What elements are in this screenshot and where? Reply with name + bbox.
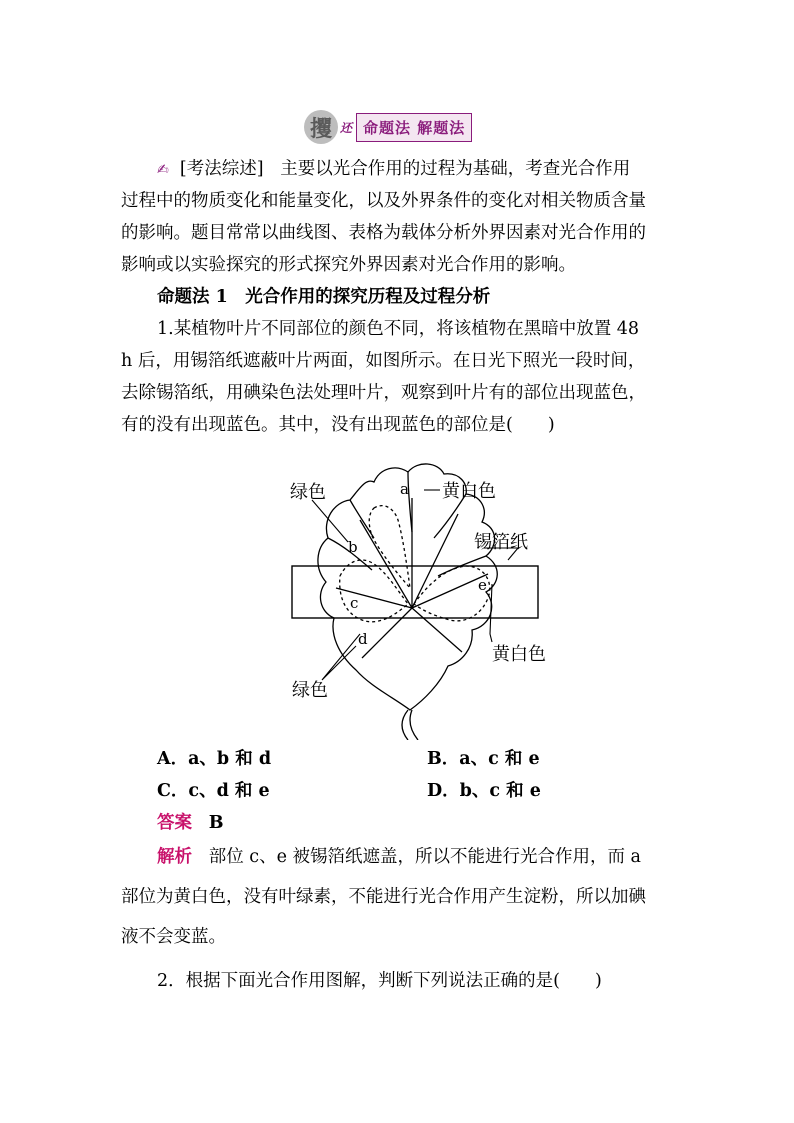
option-b: B．a、c 和 e: [427, 749, 540, 769]
question1-line-3: 去除锡箔纸，用碘染色法处理叶片，观察到叶片有的部位出现蓝色，: [121, 383, 646, 403]
intro-line-1: [157, 158, 630, 181]
figure-label-foil: 锡箔纸: [474, 532, 528, 553]
analysis-line-3: 液不会变蓝。: [121, 927, 226, 947]
leaf-diagram: [262, 448, 574, 740]
question1-line-4: 有的没有出现蓝色。其中，没有出现蓝色的部位是( ): [121, 415, 555, 435]
option-c: C．c、d 和 e: [157, 781, 270, 801]
intro-text-1: 主要以光合作用的过程为基础，考查光合作用: [280, 159, 631, 179]
intro-line-2: 过程中的物质变化和能量变化，以及外界条件的变化对相关物质含量: [121, 191, 646, 211]
analysis-line-1: [157, 846, 641, 868]
figure-letter-d: d: [358, 630, 368, 648]
option-a: A．a、b 和 d: [157, 749, 272, 769]
option-d: D．b、c 和 e: [427, 781, 541, 801]
answer-value: B: [208, 813, 224, 833]
analysis-line-2: 部位为黄白色，没有叶绿素，不能进行光合作用产生淀粉，所以加碘: [121, 887, 646, 907]
seal-icon: 攫: [304, 110, 338, 144]
leaf-stem: [402, 710, 418, 740]
header-label: 命题法 解题法: [356, 113, 472, 142]
figure-label-yellow-white-top: 黄白色: [442, 481, 496, 502]
analysis-label: 解析: [157, 847, 192, 867]
pen-nib-icon: ✍: [157, 162, 169, 178]
question1-line-2: h 后，用锡箔纸遮蔽叶片两面，如图所示。在日光下照光一段时间，: [121, 351, 646, 371]
figure-label-yellow-white-right: 黄白色: [492, 644, 546, 665]
figure-label-green-top: 绿色: [290, 482, 326, 503]
figure-letter-e: e: [478, 576, 487, 594]
figure-letter-a: a: [400, 480, 409, 498]
intro-line-3: 的影响。题目常常以曲线图、表格为载体分析外界因素对光合作用的: [121, 223, 646, 243]
answer-label: 答案: [157, 813, 192, 833]
section-title: 命题法 1 光合作用的探究历程及过程分析: [157, 287, 491, 307]
seal-small-text: 还: [340, 120, 353, 135]
answer-line: [157, 812, 224, 834]
figure-label-green-bottom: 绿色: [292, 680, 328, 701]
leaf-figure: [262, 448, 574, 740]
section-header-badge: [304, 110, 472, 144]
question2-text: 2．根据下面光合作用图解，判断下列说法正确的是( ): [157, 971, 602, 991]
analysis-text-1: 部位 c、e 被锡箔纸遮盖，所以不能进行光合作用，而 a: [208, 847, 641, 867]
figure-letter-b: b: [348, 538, 358, 556]
question1-line-1: 1.某植物叶片不同部位的颜色不同，将该植物在黑暗中放置 48: [157, 319, 640, 339]
intro-tag: [考法综述]: [179, 159, 264, 179]
intro-line-4: 影响或以实验探究的形式探究外界因素对光合作用的影响。: [121, 255, 576, 275]
figure-letter-c: c: [350, 594, 359, 612]
